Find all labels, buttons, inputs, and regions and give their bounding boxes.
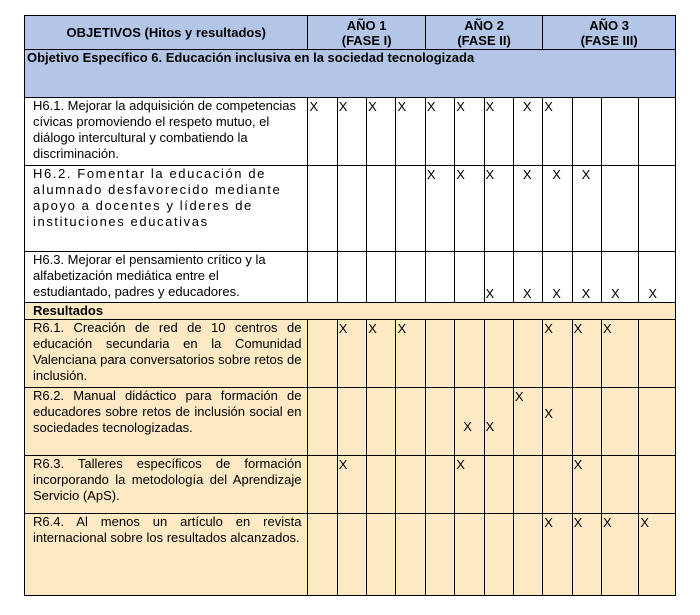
month-cell: [425, 456, 454, 514]
results-label-row: [25, 303, 676, 320]
month-cell: [396, 514, 425, 596]
month-cell: [337, 388, 366, 456]
result-row: [25, 514, 676, 596]
month-cell: [396, 166, 425, 252]
x-mark: X: [485, 167, 495, 182]
x-mark: X: [602, 321, 612, 336]
month-cell: [396, 320, 425, 388]
month-cell: [639, 388, 676, 456]
month-cell: [513, 320, 542, 388]
x-mark: X: [522, 167, 532, 182]
result-row: [25, 456, 676, 514]
result-text: R6.1. Creación de red de 10 centros de educación secundaria en la Comunidad Valenciana para conversatorios sobre retos de inclusión.: [25, 320, 308, 388]
month-cell: [455, 252, 484, 303]
result-text: R6.3. Talleres específicos de formación incorporando la metodología del Aprendizaje Servicio (ApS).: [25, 456, 308, 514]
hito-row: [25, 166, 676, 252]
x-mark: X: [544, 321, 553, 336]
month-cell: [484, 252, 513, 303]
x-mark: X: [602, 515, 612, 530]
month-cell: [601, 456, 638, 514]
month-cell: [572, 98, 601, 166]
month-cell: [484, 456, 513, 514]
x-mark: X: [573, 457, 583, 472]
month-cell: [455, 514, 484, 596]
month-cell: [601, 514, 638, 596]
month-cell: [543, 252, 572, 303]
month-cell: [513, 456, 542, 514]
x-mark: X: [648, 286, 658, 301]
result-text: R6.2. Manual didáctico para formación de educadores sobre retos de inclusión social en sociedades tecnologizadas.: [25, 388, 308, 456]
x-mark: X: [485, 99, 495, 114]
month-cell: [337, 166, 366, 252]
x-mark: X: [552, 286, 561, 301]
x-mark: X: [426, 99, 436, 114]
month-cell: [425, 514, 454, 596]
month-cell: [337, 98, 366, 166]
month-cell: [513, 388, 542, 456]
x-mark: X: [456, 167, 465, 182]
x-mark: X: [544, 406, 553, 421]
result-row: [25, 320, 676, 388]
month-cell: [513, 98, 542, 166]
x-mark: X: [368, 99, 377, 114]
month-cell: [572, 252, 601, 303]
month-cell: [425, 320, 454, 388]
x-mark: X: [338, 321, 348, 336]
year-3-header: [543, 16, 676, 50]
month-cell: [367, 514, 396, 596]
x-mark: X: [463, 419, 472, 434]
month-cell: [513, 252, 542, 303]
month-cell: [455, 166, 484, 252]
x-mark: X: [581, 167, 591, 182]
month-cell: [639, 320, 676, 388]
month-cell: [543, 388, 572, 456]
x-mark: X: [338, 457, 348, 472]
month-cell: [367, 252, 396, 303]
x-mark: X: [426, 167, 436, 182]
month-cell: [308, 166, 337, 252]
year-1-header: [308, 16, 425, 50]
month-cell: [455, 320, 484, 388]
month-cell: [425, 252, 454, 303]
result-row: [25, 388, 676, 456]
month-cell: [396, 98, 425, 166]
x-mark: X: [309, 99, 319, 114]
month-cell: [396, 456, 425, 514]
month-cell: [396, 388, 425, 456]
month-cell: [572, 166, 601, 252]
month-cell: [425, 166, 454, 252]
year-2-phase: (FASE II): [457, 32, 511, 48]
hito-text: H6.1. Mejorar la adquisición de competencias cívicas promoviendo el respeto mutuo, el diálogo intercultural y combatiendo la discriminación.: [25, 98, 308, 166]
month-cell: [601, 166, 638, 252]
hito-row: [25, 252, 676, 303]
month-cell: [639, 252, 676, 303]
month-cell: [639, 456, 676, 514]
month-cell: [308, 252, 337, 303]
specific-objective: Objetivo Específico 6. Educación inclusiva en la sociedad tecnologizada: [25, 50, 676, 98]
x-mark: X: [368, 321, 377, 336]
hito-text: H6.3. Mejorar el pensamiento crítico y la alfabetización mediática entre el estudiantado, padres y educadores.: [25, 252, 308, 303]
x-mark: X: [573, 515, 583, 530]
month-cell: [484, 98, 513, 166]
month-cell: [484, 166, 513, 252]
results-label: Resultados: [25, 303, 676, 320]
month-cell: [308, 456, 337, 514]
x-mark: X: [338, 99, 348, 114]
year-1-phase: (FASE I): [341, 32, 392, 48]
month-cell: [572, 456, 601, 514]
month-cell: [455, 456, 484, 514]
month-cell: [425, 98, 454, 166]
x-mark: X: [544, 99, 553, 114]
x-mark: X: [397, 99, 407, 114]
year-1-label: AÑO 1: [346, 17, 387, 33]
month-cell: [572, 514, 601, 596]
month-cell: [367, 98, 396, 166]
x-mark: X: [456, 99, 465, 114]
objectives-header: OBJETIVOS (Hitos y resultados): [25, 16, 308, 50]
x-mark: X: [610, 286, 620, 301]
month-cell: [367, 166, 396, 252]
objectives-table: [24, 15, 676, 596]
month-cell: [455, 98, 484, 166]
x-mark: X: [552, 167, 561, 182]
month-cell: [484, 388, 513, 456]
x-mark: X: [485, 419, 495, 434]
month-cell: [425, 388, 454, 456]
month-cell: [308, 514, 337, 596]
month-cell: [484, 514, 513, 596]
month-cell: [308, 98, 337, 166]
month-cell: [484, 320, 513, 388]
month-cell: [639, 166, 676, 252]
month-cell: [367, 456, 396, 514]
month-cell: [543, 320, 572, 388]
month-cell: [367, 320, 396, 388]
month-cell: [601, 98, 638, 166]
month-cell: [572, 320, 601, 388]
year-2-header: [425, 16, 542, 50]
x-mark: X: [522, 99, 532, 114]
month-cell: [308, 320, 337, 388]
x-mark: X: [640, 515, 650, 530]
x-mark: X: [485, 286, 495, 301]
month-cell: [639, 514, 676, 596]
month-cell: [455, 388, 484, 456]
month-cell: [601, 252, 638, 303]
month-cell: [337, 320, 366, 388]
x-mark: X: [397, 321, 407, 336]
x-mark: X: [581, 286, 591, 301]
month-cell: [308, 388, 337, 456]
hito-text: H6.2. Fomentar la educación de alumnado desfavorecido mediante apoyo a docentes y líderes de instituciones educativas: [25, 166, 308, 252]
hito-row: [25, 98, 676, 166]
header-row: [25, 16, 676, 50]
year-3-phase: (FASE III): [580, 32, 638, 48]
month-cell: [337, 514, 366, 596]
month-cell: [543, 166, 572, 252]
x-mark: X: [522, 286, 532, 301]
month-cell: [543, 98, 572, 166]
x-mark: X: [514, 389, 524, 404]
month-cell: [337, 252, 366, 303]
month-cell: [543, 456, 572, 514]
year-2-label: AÑO 2: [464, 17, 504, 33]
month-cell: [337, 456, 366, 514]
month-cell: [513, 514, 542, 596]
month-cell: [601, 388, 638, 456]
x-mark: X: [456, 457, 465, 472]
x-mark: X: [573, 321, 583, 336]
month-cell: [543, 514, 572, 596]
x-mark: X: [544, 515, 553, 530]
month-cell: [396, 252, 425, 303]
specific-objective-row: [25, 50, 676, 98]
month-cell: [601, 320, 638, 388]
month-cell: [367, 388, 396, 456]
month-cell: [572, 388, 601, 456]
year-3-label: AÑO 3: [589, 17, 629, 33]
month-cell: [639, 98, 676, 166]
month-cell: [513, 166, 542, 252]
result-text: R6.4. Al menos un artículo en revista internacional sobre los resultados alcanzados.: [25, 514, 308, 596]
